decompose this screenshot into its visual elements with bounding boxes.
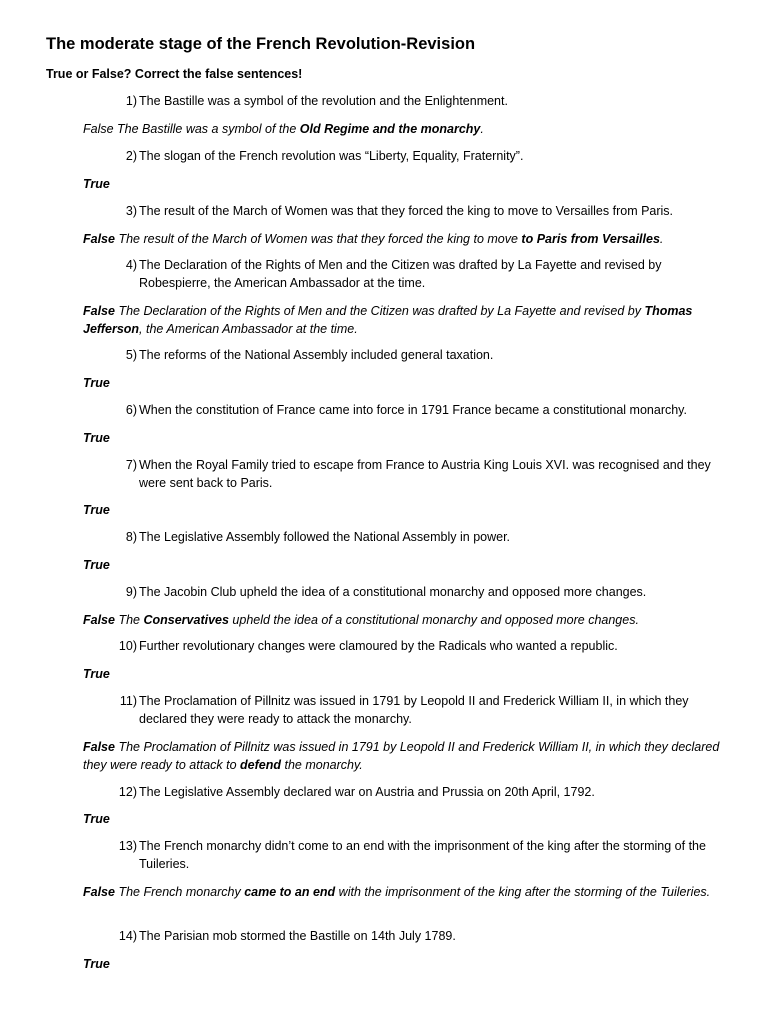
answer-emphasis: False: [83, 304, 115, 318]
question-number: 2): [125, 149, 137, 163]
question-item: [115, 148, 725, 166]
answer-emphasis: False: [83, 885, 115, 899]
question-text: When the constitution of France came into force in 1791 France became a constitutional monarchy.: [139, 403, 687, 417]
question-item: [115, 638, 725, 656]
answer-emphasis: False: [83, 232, 115, 246]
question-number: 14): [118, 929, 137, 943]
question-number: 4): [125, 258, 137, 272]
answer-emphasis: False: [83, 740, 115, 754]
question-text: The result of the March of Women was that they forced the king to move to Versailles from Paris.: [139, 204, 674, 218]
question-item: [115, 584, 725, 602]
question-number: 3): [125, 204, 137, 218]
answer-emphasis: to Paris from Versailles: [521, 232, 660, 246]
question-item: [115, 693, 725, 728]
document-title: The moderate stage of the French Revolution-Revision: [46, 35, 476, 53]
answer-text: [83, 430, 723, 448]
question-item: [115, 529, 725, 547]
question-item: [115, 203, 725, 221]
answer-text: [83, 811, 723, 829]
question-number: 8): [125, 530, 137, 544]
answer-text: [83, 666, 723, 684]
answer-segment: .: [659, 232, 664, 246]
answer-text: [83, 121, 723, 139]
answer-segment: The French monarchy: [114, 885, 245, 899]
answer-emphasis: Thomas Jefferson: [83, 304, 693, 336]
question-text: The slogan of the French revolution was “Liberty, Equality, Fraternity”.: [139, 149, 524, 163]
answer-text: [83, 303, 723, 338]
question-item: [115, 457, 725, 492]
answer-text: [83, 612, 723, 630]
answer-emphasis: True: [83, 503, 110, 517]
question-text: The Jacobin Club upheld the idea of a constitutional monarchy and opposed more changes.: [139, 585, 647, 599]
question-number: 9): [125, 585, 137, 599]
question-item: [115, 838, 725, 873]
question-number: 1): [125, 94, 137, 108]
answer-segment: False The Bastille was a symbol of the: [83, 122, 300, 136]
answer-text: [83, 739, 723, 774]
answer-text: [83, 375, 723, 393]
question-text: The Declaration of the Rights of Men and the Citizen was drafted by La Fayette and revised by Robespierre, the American Ambassador at the time.: [139, 258, 662, 290]
answer-emphasis: True: [83, 957, 110, 971]
question-item: [115, 347, 725, 365]
answer-emphasis: Conservatives: [143, 613, 229, 627]
question-text: The Proclamation of Pillnitz was issued in 1791 by Leopold II and Frederick William II, in which they declared they were ready to attack the monarchy.: [139, 694, 689, 726]
answer-segment: The Declaration of the Rights of Men and the Citizen was drafted by La Fayette and revised by: [114, 304, 645, 318]
answer-text: [83, 884, 723, 902]
answer-emphasis: True: [83, 177, 110, 191]
question-item: [115, 784, 725, 802]
answer-text: [83, 231, 723, 249]
question-text: The Bastille was a symbol of the revolution and the Enlightenment.: [139, 94, 508, 108]
question-number: 12): [118, 785, 137, 799]
answer-emphasis: True: [83, 812, 110, 826]
answer-segment: The result of the March of Women was that they forced the king to move: [114, 232, 522, 246]
question-item: [115, 93, 725, 111]
answer-text: [83, 502, 723, 520]
answer-emphasis: True: [83, 558, 110, 572]
answer-text: [83, 176, 723, 194]
question-number: 5): [125, 348, 137, 362]
question-item: [115, 257, 725, 292]
answer-segment: The Proclamation of Pillnitz was issued in 1791 by Leopold II and Frederick William II, in which they declared they were ready to attack to: [83, 740, 720, 772]
question-text: The Parisian mob stormed the Bastille on 14th July 1789.: [139, 929, 456, 943]
question-item: [115, 928, 725, 946]
answer-emphasis: defend: [240, 757, 282, 772]
question-number: 6): [125, 403, 137, 417]
question-item: [115, 402, 725, 420]
question-number: 7): [125, 458, 137, 472]
question-number: 10): [118, 639, 137, 653]
answer-segment: , the American Ambassador at the time.: [139, 321, 358, 336]
question-number: 13): [118, 839, 137, 853]
answer-text: [83, 557, 723, 575]
question-text: The French monarchy didn’t come to an end with the imprisonment of the king after the storming of the Tuileries.: [139, 839, 706, 871]
answer-emphasis: True: [83, 667, 110, 681]
answer-segment: with the imprisonment of the king after the storming of the Tuileries.: [335, 885, 711, 899]
answer-emphasis: came to an end: [244, 885, 336, 899]
answer-segment: upheld the idea of a constitutional monarchy and opposed more changes.: [228, 613, 639, 627]
question-text: The reforms of the National Assembly included general taxation.: [139, 348, 494, 362]
instructions: True or False? Correct the false sentences!: [46, 67, 303, 81]
answer-text: [83, 956, 723, 974]
answer-emphasis: True: [83, 431, 110, 445]
question-text: The Legislative Assembly declared war on Austria and Prussia on 20th April, 1792.: [139, 785, 595, 799]
answer-emphasis: True: [83, 376, 110, 390]
question-text: Further revolutionary changes were clamoured by the Radicals who wanted a republic.: [139, 639, 618, 653]
question-text: When the Royal Family tried to escape from France to Austria King Louis XVI. was recognised and they were sent back to Paris.: [139, 458, 711, 490]
answer-emphasis: False: [83, 613, 115, 627]
answer-emphasis: Old Regime and the monarchy: [299, 122, 481, 136]
question-number: 11): [119, 694, 137, 708]
question-text: The Legislative Assembly followed the National Assembly in power.: [139, 530, 511, 544]
answer-segment: the monarchy.: [281, 757, 363, 772]
answer-segment: The: [114, 613, 144, 627]
answer-segment: .: [480, 122, 484, 136]
